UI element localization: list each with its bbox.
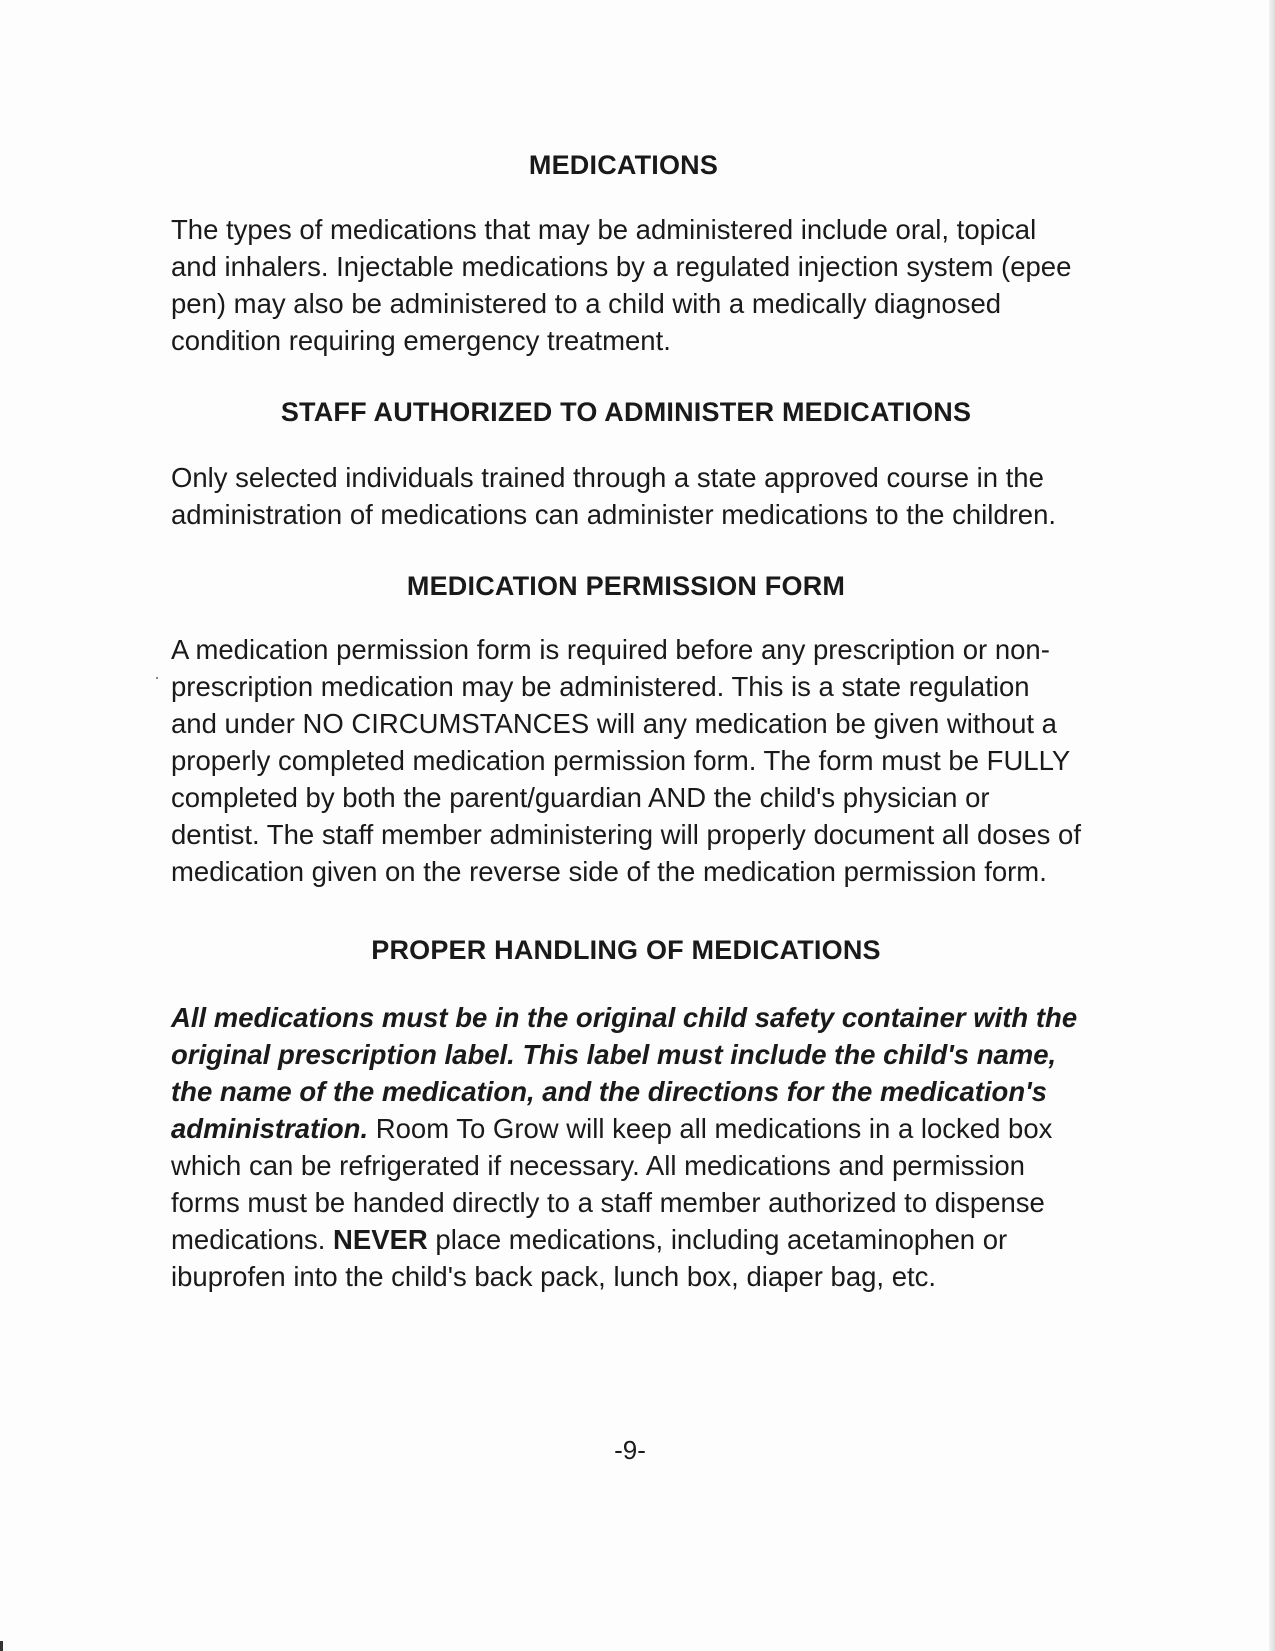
scan-speck <box>156 677 158 679</box>
scan-corner-mark <box>0 1641 3 1651</box>
paragraph-medication-types: The types of medications that may be administered include oral, topical and inhalers. Injectable medications by a regulated injection system (epee pen) may also be administered to a child with a medically diagnosed condition requiring emergency treatment. <box>171 214 1072 356</box>
handling-body-text-1: Room To Grow will keep all medications in a locked box which can be refrigerated if necessary. All medications and permission forms must be handed directly to a staff member authorized to dispense medications. <box>171 1113 1053 1255</box>
paragraph-staff-authorized: Only selected individuals trained through a state approved course in the administration of medications can administer medications to the children. <box>171 462 1057 530</box>
heading-medications: MEDICATIONS <box>528 150 719 180</box>
handling-emphasis-text: All medications must be in the original child safety container with the original prescription label. This label must include the child's name, the name of the medication, and the directions for the medication's administration. <box>171 1002 1078 1144</box>
paragraph-permission-form: A medication permission form is required before any prescription or non-prescription medication may be administered. This is a state regulation and under NO CIRCUMSTANCES will any medication be given without a properly completed medication permission form. The form must be FULLY completed by both the parent/guardian AND the child's physician or dentist. The staff member administering will properly document all doses of medication given on the reverse side of the medication permission form. <box>171 634 1081 887</box>
heading-proper-handling: PROPER HANDLING OF MEDICATIONS <box>371 935 881 965</box>
page-number: -9- <box>614 1435 646 1465</box>
heading-permission-form: MEDICATION PERMISSION FORM <box>406 571 846 601</box>
document-content <box>171 150 1081 1295</box>
handling-body-text-2: place medications, including acetaminophen or ibuprofen into the child's back pack, lunch box, diaper bag, etc. <box>171 1224 1008 1292</box>
never-emphasis: NEVER <box>333 1224 428 1255</box>
paragraph-proper-handling <box>171 999 1081 1295</box>
heading-staff-authorized: STAFF AUTHORIZED TO ADMINISTER MEDICATIONS <box>280 397 972 427</box>
page-edge-shadow <box>1269 0 1275 1651</box>
